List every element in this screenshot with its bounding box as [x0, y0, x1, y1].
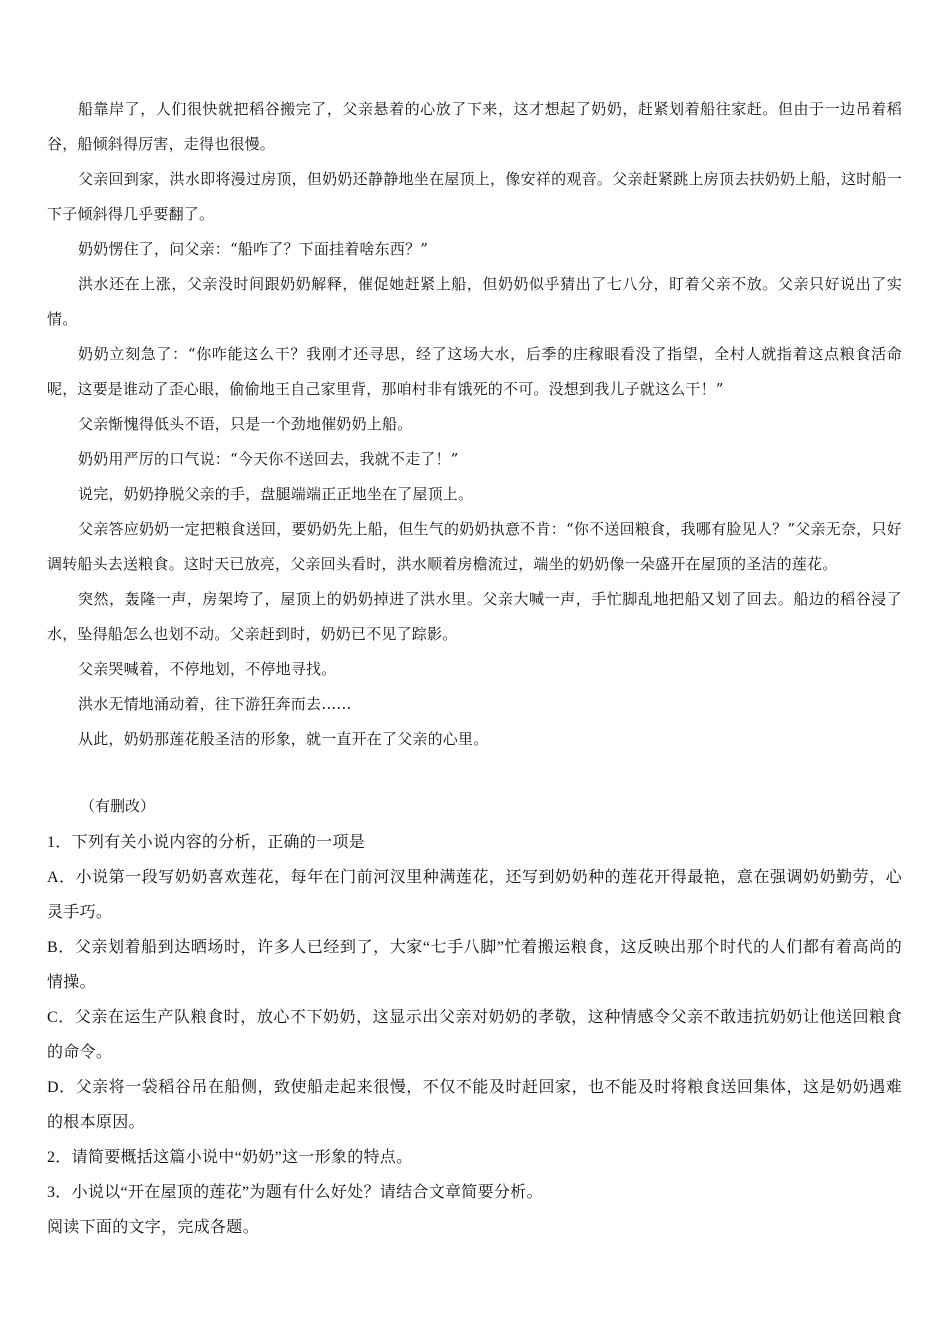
- questions-section: [47, 825, 902, 1245]
- story-paragraph: 说完，奶奶挣脱父亲的手，盘腿端端正正地坐在了屋顶上。: [78, 485, 474, 503]
- story-paragraph: 奶奶愣住了，问父亲：“船咋了？下面挂着啥东西？”: [78, 240, 429, 258]
- option-a: A．小说第一段写奶奶喜欢莲花，每年在门前河汊里种满莲花，还写到奶奶种的莲花开得最艳，意在强调奶奶勤劳，心灵手巧。: [47, 869, 902, 921]
- story-paragraph: 父亲答应奶奶一定把粮食送回，要奶奶先上船，但生气的奶奶执意不肯：“你不送回粮食，我哪有脸见人？”父亲无奈，只好调转船头去送粮食。这时天已放亮，父亲回头看时，洪水顺着房檐流过，端坐的奶奶像一朵盛开在屋顶的圣洁的莲花。: [47, 520, 902, 573]
- option-c: C．父亲在运生产队粮食时，放心不下奶奶，这显示出父亲对奶奶的孝敬，这种情感令父亲不敢违抗奶奶让他送回粮食的命令。: [47, 1009, 902, 1061]
- story-paragraph: 突然，轰隆一声，房架垮了，屋顶上的奶奶掉进了洪水里。父亲大喊一声，手忙脚乱地把船又划了回去。船边的稻谷浸了水，坠得船怎么也划不动。父亲赶到时，奶奶已不见了踪影。: [47, 590, 902, 643]
- option-b: B．父亲划着船到达晒场时，许多人已经到了，大家“七手八脚”忙着搬运粮食，这反映出那个时代的人们都有着高尚的情操。: [47, 939, 902, 991]
- story-paragraph: 从此，奶奶那莲花般圣洁的形象，就一直开在了父亲的心里。: [78, 730, 489, 748]
- reading-instruction: 阅读下面的文字，完成各题。: [47, 1219, 259, 1236]
- question-1: 1．下列有关小说内容的分析，正确的一项是: [47, 834, 366, 851]
- story-paragraph: 洪水还在上涨，父亲没时间跟奶奶解释，催促她赶紧上船，但奶奶似乎猜出了七八分，盯着父亲不放。父亲只好说出了实情。: [47, 275, 902, 328]
- question-2: 2．请简要概括这篇小说中“奶奶”这一形象的特点。: [47, 1149, 413, 1166]
- option-d: D．父亲将一袋稻谷吊在船侧，致使船走起来很慢，不仅不能及时赶回家，也不能及时将粮食送回集体，这是奶奶遇难的根本原因。: [47, 1079, 902, 1131]
- story-paragraph: 父亲回到家，洪水即将漫过房顶，但奶奶还静静地坐在屋顶上，像安祥的观音。父亲赶紧跳上房顶去扶奶奶上船，这时船一下子倾斜得几乎要翻了。: [47, 170, 902, 223]
- story-paragraph: 父亲哭喊着，不停地划，不停地寻找。: [78, 660, 337, 678]
- story-paragraph: 船靠岸了，人们很快就把稻谷搬完了，父亲悬着的心放了下来，这才想起了奶奶，赶紧划着船往家赶。但由于一边吊着稻谷，船倾斜得厉害，走得也很慢。: [47, 100, 902, 153]
- story-paragraph: 父亲惭愧得低头不语，只是一个劲地催奶奶上船。: [78, 415, 413, 433]
- story-paragraph: 洪水无情地涌动着，往下游狂奔而去……: [78, 695, 352, 713]
- question-3: 3．小说以“开在屋顶的莲花”为题有什么好处？请结合文章简要分析。: [47, 1184, 543, 1201]
- story-paragraph: 奶奶用严厉的口气说：“今天你不送回去，我就不走了！”: [78, 450, 459, 468]
- story-text: [47, 92, 902, 757]
- story-paragraph: 奶奶立刻急了：“你咋能这么干？我刚才还寻思，经了这场大水，后季的庄稼眼看没了指望，全村人就指着这点粮食活命呢，这要是谁动了歪心眼，偷偷地王自己家里背，那咱村非有饿死的不可。没想到我儿子就这么干！”: [47, 345, 902, 398]
- edit-note: （有删改）: [80, 797, 156, 815]
